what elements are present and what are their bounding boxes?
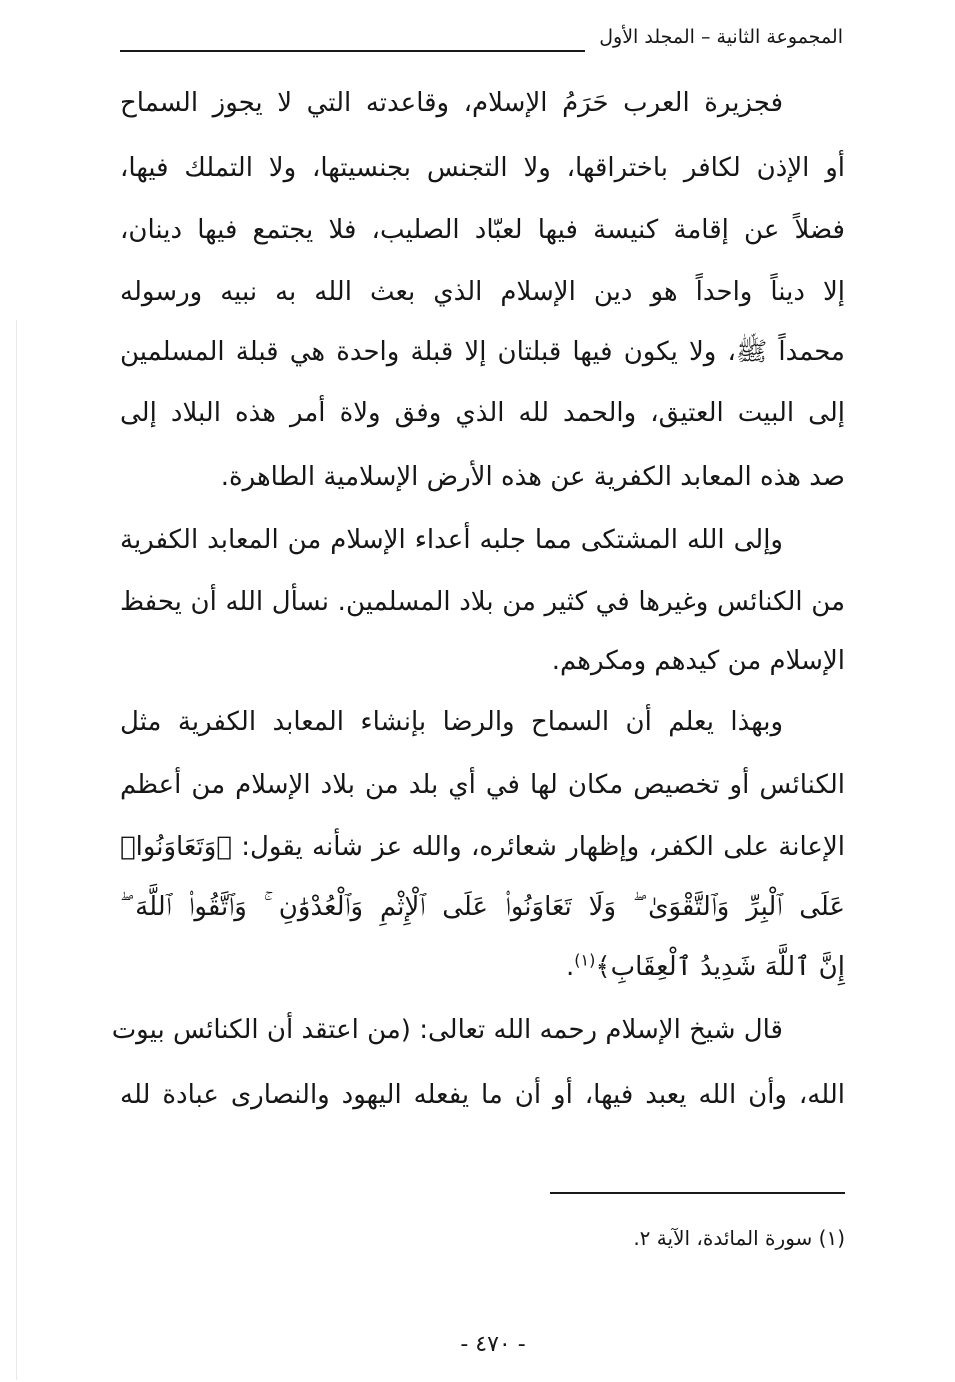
text-line: إلا ديناً واحداً هو دين الإسلام الذي بعث الله به نبيه ورسوله xyxy=(120,277,845,307)
text-line: قال شيخ الإسلام رحمه الله تعالى: (من اعتقد أن الكنائس بيوت xyxy=(111,1015,783,1045)
text-line: وإلى الله المشتكى مما جلبه أعداء الإسلام من المعابد الكفرية xyxy=(120,525,783,555)
text-line: صد هذه المعابد الكفرية عن هذه الأرض الإسلامية الطاهرة. xyxy=(220,462,845,492)
text-line: فجزيرة العرب حَرَمُ الإسلام، وقاعدته التي لا يجوز السماح xyxy=(120,88,783,118)
quran-verse-last-line xyxy=(120,939,845,995)
text-line: الإعانة على الكفر، وإظهار شعائره، والله عز شأنه يقول: ﴿وَتَعَاوَنُوا۟ xyxy=(120,832,845,862)
quran-verse-text: إِنَّ ٱللَّهَ شَدِيدُ ٱلْعِقَابِ﴾ xyxy=(595,952,845,982)
header-rule xyxy=(120,50,585,52)
text-line: وبهذا يعلم أن السماح والرضا بإنشاء المعابد الكفرية مثل xyxy=(120,707,783,737)
quran-verse-line: عَلَى ٱلْبِرِّ وَٱلتَّقْوَىٰ ۖ وَلَا تَعَاوَنُوا۟ عَلَى ٱلْإِثْمِ وَٱلْعُدْوَٰنِ ۚ وَٱتَّقُوا۟ ٱللَّهَ ۖ xyxy=(120,892,845,922)
text-line: فضلاً عن إقامة كنيسة فيها لعبّاد الصليب، فلا يجتمع فيها دينان، xyxy=(120,215,845,245)
text-line: أو الإذن لكافر باختراقها، ولا التجنس بجنسيتها، ولا التملك فيها، xyxy=(120,153,845,183)
text-line: إلى البيت العتيق، والحمد لله الذي وفق ولاة أمر هذه البلاد إلى xyxy=(120,398,845,428)
text-line: الله، وأن الله يعبد فيها، أو أن ما يفعله اليهود والنصارى عبادة لله xyxy=(120,1080,845,1110)
footnote: (١) سورة المائدة، الآية ٢. xyxy=(633,1226,845,1250)
text-line: من الكنائس وغيرها في كثير من بلاد المسلمين. نسأل الله أن يحفظ xyxy=(120,587,845,617)
line-end-punctuation: . xyxy=(566,952,575,982)
footnote-reference: (١) xyxy=(574,950,596,970)
running-header-title: المجموعة الثانية – المجلد الأول xyxy=(599,26,843,48)
footnote-separator xyxy=(550,1192,845,1194)
text-line: محمداً ﷺ، ولا يكون فيها قبلتان إلا قبلة واحدة هي قبلة المسلمين xyxy=(120,337,845,367)
text-line: الكنائس أو تخصيص مكان لها في أي بلد من بلاد الإسلام من أعظم xyxy=(120,770,845,800)
text-line: الإسلام من كيدهم ومكرهم. xyxy=(551,646,845,676)
page-number: - ٤٧٠ - xyxy=(460,1332,526,1357)
scan-edge-line xyxy=(16,320,17,1380)
